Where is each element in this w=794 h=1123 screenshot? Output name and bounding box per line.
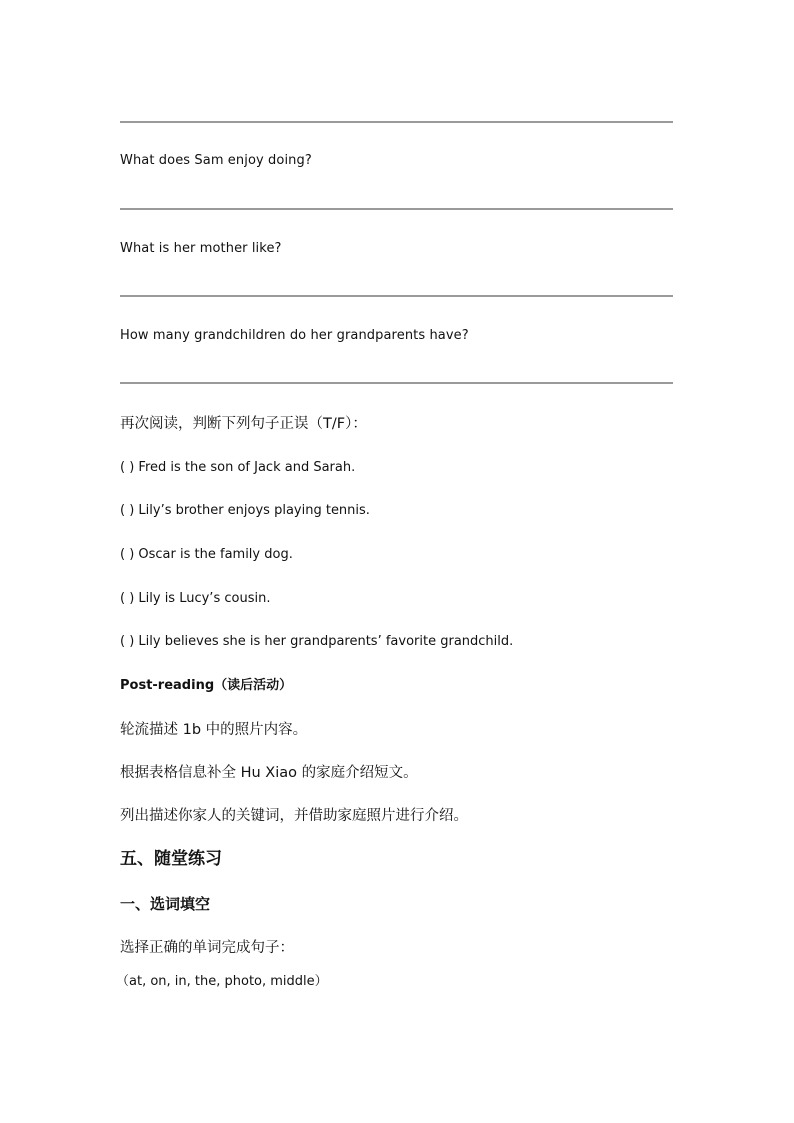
answer-line bbox=[120, 382, 673, 384]
section-heading: 五、随堂练习 bbox=[120, 849, 222, 869]
question-2: What is her mother like? bbox=[120, 241, 282, 256]
answer-line bbox=[120, 295, 673, 297]
post-reading-item-2: 根据表格信息补全 Hu Xiao 的家庭介绍短文。 bbox=[120, 765, 418, 781]
tf-item-4: ( ) Lily is Lucy’s cousin. bbox=[120, 591, 271, 606]
tf-item-5: ( ) Lily believes she is her grandparents’ favorite grandchild. bbox=[120, 634, 514, 649]
question-3: How many grandchildren do her grandparents have? bbox=[120, 328, 469, 343]
tf-item-1: ( ) Fred is the son of Jack and Sarah. bbox=[120, 460, 356, 475]
tf-instruction: 再次阅读，判断下列句子正误（T/F）： bbox=[120, 416, 367, 432]
answer-line bbox=[120, 121, 673, 123]
tf-item-2: ( ) Lily’s brother enjoys playing tennis. bbox=[120, 503, 370, 518]
post-reading-item-3: 列出描述你家人的关键词，并借助家庭照片进行介绍。 bbox=[120, 808, 468, 824]
tf-item-3: ( ) Oscar is the family dog. bbox=[120, 547, 293, 562]
exercise-instruction: 选择正确的单词完成句子： bbox=[120, 940, 294, 956]
post-reading-item-1: 轮流描述 1b 中的照片内容。 bbox=[120, 722, 308, 738]
answer-line bbox=[120, 208, 673, 210]
word-bank: （at, on, in, the, photo, middle） bbox=[116, 974, 328, 989]
subsection-heading: 一、选词填空 bbox=[120, 895, 211, 913]
post-reading-heading: Post-reading（读后活动） bbox=[120, 678, 293, 693]
question-1: What does Sam enjoy doing? bbox=[120, 153, 312, 168]
